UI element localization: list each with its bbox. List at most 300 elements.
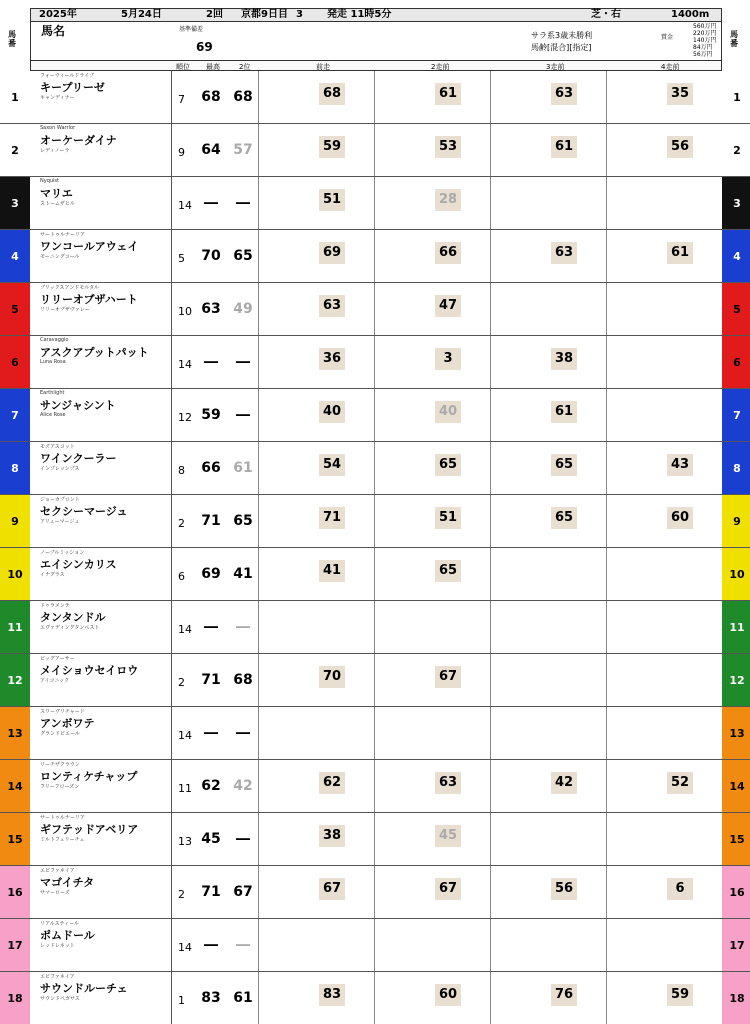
- rank-value: 7: [178, 93, 185, 106]
- past-run-score: 60: [667, 507, 693, 529]
- past-run-score: 83: [319, 984, 345, 1006]
- past-run-cell[interactable]: [490, 442, 606, 494]
- sire-name: ドゥラメンテ: [40, 603, 70, 609]
- second-score: ―: [236, 407, 250, 423]
- horse-number-right: 8: [722, 442, 750, 494]
- past-run-score: [667, 295, 693, 317]
- best-score: 70: [201, 248, 221, 264]
- past-run-cell[interactable]: [490, 283, 606, 335]
- past-run-score: [667, 348, 693, 370]
- horse-name[interactable]: エイシンカリス: [40, 558, 117, 571]
- past-run-cell[interactable]: [258, 760, 374, 812]
- past-run-cell[interactable]: [258, 71, 374, 123]
- past-run-score: 62: [319, 772, 345, 794]
- past-run-score: [667, 613, 693, 635]
- race-number: 3: [296, 9, 303, 20]
- track-type: 芝・右: [591, 9, 621, 20]
- race-distance: 1400m: [671, 9, 710, 20]
- horse-name[interactable]: ギフテッドアベリア: [40, 823, 139, 836]
- horse-name[interactable]: マゴイチタ: [40, 876, 95, 889]
- rank-value: 13: [178, 835, 192, 848]
- past-run-cell[interactable]: [374, 654, 490, 706]
- prev-header: 前走: [316, 63, 330, 71]
- past-run-score: [319, 613, 345, 635]
- past-run-cell[interactable]: [606, 71, 722, 123]
- sire-name: サートゥルナーリア: [40, 232, 85, 238]
- past-run-score: 69: [319, 242, 345, 264]
- past-run-score: 40: [435, 401, 461, 423]
- best-score: ―: [204, 195, 218, 211]
- past-run-score: 63: [435, 772, 461, 794]
- horse-name[interactable]: マリエ: [40, 187, 73, 200]
- past-run-cell[interactable]: [374, 442, 490, 494]
- past-run-cell[interactable]: [606, 336, 722, 388]
- horse-name[interactable]: オーケーダイナ: [40, 134, 117, 147]
- past-run-cell[interactable]: [490, 760, 606, 812]
- best-score: 45: [201, 831, 221, 847]
- sire-name: サートゥルナーリア: [40, 815, 85, 821]
- past-run-score: [667, 719, 693, 741]
- past-run-score: [435, 613, 461, 635]
- past-run-cell[interactable]: [258, 919, 374, 971]
- prize-2: 220万円: [693, 30, 717, 37]
- horse-number-left: 10: [0, 548, 30, 600]
- sire-name: ジョーカプロント: [40, 497, 80, 503]
- horse-name[interactable]: リリーオブザハート: [40, 293, 138, 306]
- best-score: 62: [201, 778, 221, 794]
- past-run-cell[interactable]: [606, 177, 722, 229]
- horse-number-left: 5: [0, 283, 30, 335]
- best-score: 59: [201, 407, 221, 423]
- horse-number-left: 2: [0, 124, 30, 176]
- past-run-cell[interactable]: [258, 866, 374, 918]
- past-run-cell[interactable]: [374, 177, 490, 229]
- past-run-score: 61: [551, 401, 577, 423]
- horse-row[interactable]: [0, 230, 750, 283]
- horse-name[interactable]: ロンティケチャップ: [40, 770, 138, 783]
- past-run-cell[interactable]: [606, 389, 722, 441]
- rank-value: 14: [178, 199, 192, 212]
- horse-number-right: 1: [722, 71, 750, 123]
- column-header-bar: [30, 60, 722, 71]
- horse-row[interactable]: [0, 866, 750, 919]
- horse-number-right: 13: [722, 707, 750, 759]
- past-run-cell[interactable]: [258, 283, 374, 335]
- dam-name: インプレッシブス: [40, 466, 80, 472]
- base-weight-label: 基準備差: [179, 26, 204, 33]
- dam-name: ミルトフェリーチェ: [40, 837, 85, 843]
- past-run-cell[interactable]: [258, 442, 374, 494]
- prev4-header: 4走前: [661, 63, 680, 71]
- past-runs: [258, 919, 722, 974]
- past-run-cell[interactable]: [258, 336, 374, 388]
- horse-number-left: 8: [0, 442, 30, 494]
- past-run-cell[interactable]: [374, 813, 490, 865]
- horse-number-right: 12: [722, 654, 750, 706]
- past-run-score: 61: [551, 136, 577, 158]
- horse-name-header: 馬名: [41, 24, 66, 38]
- dam-name: サウンドペガサス: [40, 996, 80, 1002]
- horse-number-left: 17: [0, 919, 30, 971]
- past-run-score: 40: [319, 401, 345, 423]
- past-runs: [258, 124, 722, 179]
- horse-row[interactable]: [0, 707, 750, 760]
- past-run-cell[interactable]: [606, 495, 722, 547]
- sire-name: Saxon Warrior: [40, 125, 76, 131]
- past-run-cell[interactable]: [374, 283, 490, 335]
- past-runs: [258, 972, 722, 1024]
- horse-row[interactable]: [0, 71, 750, 124]
- horse-name[interactable]: ワンコールアウェイ: [40, 240, 139, 253]
- past-run-cell[interactable]: [606, 919, 722, 971]
- past-run-cell[interactable]: [490, 495, 606, 547]
- past-run-score: [667, 189, 693, 211]
- past-run-cell[interactable]: [258, 389, 374, 441]
- past-run-score: [551, 613, 577, 635]
- dam-name: グランドピエール: [40, 731, 80, 737]
- past-run-cell[interactable]: [490, 707, 606, 759]
- past-run-cell[interactable]: [606, 442, 722, 494]
- second-score: 41: [233, 566, 253, 582]
- past-run-cell[interactable]: [374, 71, 490, 123]
- prize-4: 84万円: [693, 44, 713, 51]
- second-score: 61: [233, 460, 253, 476]
- rank-value: 9: [178, 146, 185, 159]
- horse-name[interactable]: セクシーマージュ: [40, 505, 128, 518]
- past-run-score: [551, 189, 577, 211]
- past-run-cell[interactable]: [606, 760, 722, 812]
- past-run-cell[interactable]: [490, 866, 606, 918]
- dam-name: フリーフローズン: [40, 784, 80, 790]
- past-run-score: 67: [435, 878, 461, 900]
- past-run-cell[interactable]: [374, 919, 490, 971]
- past-run-cell[interactable]: [606, 601, 722, 653]
- past-run-cell[interactable]: [374, 230, 490, 282]
- past-run-score: [551, 666, 577, 688]
- past-run-cell[interactable]: [258, 707, 374, 759]
- rank-value: 6: [178, 570, 185, 583]
- horse-name[interactable]: メイショウセイロウ: [40, 664, 139, 677]
- rank-value: 12: [178, 411, 192, 424]
- past-run-cell[interactable]: [374, 972, 490, 1024]
- past-run-cell[interactable]: [606, 866, 722, 918]
- second-score: 49: [233, 301, 253, 317]
- past-run-cell[interactable]: [374, 548, 490, 600]
- second-score: 68: [233, 89, 253, 105]
- horse-number-right: 2: [722, 124, 750, 176]
- base-weight-value: 69: [196, 40, 213, 54]
- race-year: 2025年: [39, 9, 77, 20]
- prize-3: 140万円: [693, 37, 717, 44]
- horse-number-left: 16: [0, 866, 30, 918]
- past-run-cell[interactable]: [374, 601, 490, 653]
- prev3-header: 3走前: [546, 63, 565, 71]
- second-score: 65: [233, 248, 253, 264]
- past-run-score: 3: [435, 348, 461, 370]
- horse-number-right: 4: [722, 230, 750, 282]
- past-run-score: 68: [319, 83, 345, 105]
- past-run-score: 47: [435, 295, 461, 317]
- horse-row[interactable]: [0, 124, 750, 177]
- dam-name: ストームザヒル: [40, 201, 75, 207]
- past-runs: [258, 283, 722, 338]
- race-condition: 馬齢[混合][指定]: [531, 43, 592, 52]
- race-header: [30, 8, 722, 22]
- past-run-score: [551, 295, 577, 317]
- horse-name[interactable]: タンタンドル: [40, 611, 106, 624]
- past-run-cell[interactable]: [258, 548, 374, 600]
- horse-row[interactable]: [0, 654, 750, 707]
- past-runs: [258, 177, 722, 232]
- dam-name: アリューマージュ: [40, 519, 80, 525]
- past-run-cell[interactable]: [606, 548, 722, 600]
- best-score: 63: [201, 301, 221, 317]
- horse-row[interactable]: [0, 601, 750, 654]
- past-run-score: 6: [667, 878, 693, 900]
- past-run-score: 53: [435, 136, 461, 158]
- prev2-header: 2走前: [431, 63, 450, 71]
- dam-name: Alice Rose: [40, 412, 66, 418]
- past-run-cell[interactable]: [490, 124, 606, 176]
- past-run-score: 42: [551, 772, 577, 794]
- past-run-cell[interactable]: [606, 124, 722, 176]
- past-run-score: 51: [435, 507, 461, 529]
- best-score: ―: [204, 354, 218, 370]
- past-run-cell[interactable]: [258, 230, 374, 282]
- second-score: 65: [233, 513, 253, 529]
- past-run-cell[interactable]: [490, 919, 606, 971]
- dam-name: リリーオブザヴァレー: [40, 307, 90, 313]
- past-runs: [258, 707, 722, 762]
- horse-name[interactable]: ポムドール: [40, 929, 95, 942]
- race-start-time: 発走 11時5分: [327, 9, 392, 20]
- race-date: 5月24日: [121, 9, 162, 20]
- second-score: 67: [233, 884, 253, 900]
- best-score: 83: [201, 990, 221, 1006]
- horse-row[interactable]: [0, 919, 750, 972]
- past-run-score: [551, 560, 577, 582]
- horse-name[interactable]: アスクアプットパット: [40, 346, 149, 359]
- horse-number-left: 7: [0, 389, 30, 441]
- horse-number-right: 16: [722, 866, 750, 918]
- rank-value: 14: [178, 729, 192, 742]
- rank-value: 8: [178, 464, 185, 477]
- rank-value: 14: [178, 623, 192, 636]
- past-run-cell[interactable]: [606, 283, 722, 335]
- horse-name[interactable]: アンボワテ: [40, 717, 95, 730]
- dam-name: Luna Rosa: [40, 359, 66, 365]
- past-run-score: 76: [551, 984, 577, 1006]
- past-run-score: 66: [435, 242, 461, 264]
- past-run-cell[interactable]: [606, 707, 722, 759]
- rank-value: 2: [178, 676, 185, 689]
- best-score: 69: [201, 566, 221, 582]
- horse-name[interactable]: ワインクーラー: [40, 452, 117, 465]
- past-run-score: 59: [319, 136, 345, 158]
- past-run-score: [667, 825, 693, 847]
- dam-name: レディノーラ: [40, 148, 70, 154]
- past-run-cell[interactable]: [606, 230, 722, 282]
- sire-name: エピファネイア: [40, 974, 75, 980]
- rank-value: 14: [178, 358, 192, 371]
- past-run-score: [667, 401, 693, 423]
- past-runs: [258, 389, 722, 444]
- past-run-score: 65: [551, 454, 577, 476]
- past-run-cell[interactable]: [490, 813, 606, 865]
- past-run-cell[interactable]: [490, 177, 606, 229]
- horse-number-right: 7: [722, 389, 750, 441]
- race-day: 京都9日目: [241, 9, 288, 20]
- past-run-cell[interactable]: [490, 71, 606, 123]
- past-runs: [258, 230, 722, 285]
- dam-name: イナグラス: [40, 572, 65, 578]
- past-run-cell[interactable]: [258, 124, 374, 176]
- second-score: 68: [233, 672, 253, 688]
- past-run-cell[interactable]: [490, 654, 606, 706]
- dam-name: サマーローズ: [40, 890, 70, 896]
- past-run-score: 45: [435, 825, 461, 847]
- best-score: ―: [204, 937, 218, 953]
- sire-name: スワーヴリチャード: [40, 709, 85, 715]
- past-run-cell[interactable]: [258, 813, 374, 865]
- rank-value: 2: [178, 517, 185, 530]
- second-score: ―: [236, 195, 250, 211]
- past-runs: [258, 601, 722, 656]
- horse-row[interactable]: [0, 389, 750, 442]
- past-run-cell[interactable]: [374, 866, 490, 918]
- horse-number-left: 12: [0, 654, 30, 706]
- past-run-cell[interactable]: [490, 230, 606, 282]
- horse-name[interactable]: サンジャシント: [40, 399, 116, 412]
- past-run-cell[interactable]: [374, 336, 490, 388]
- past-run-score: 67: [435, 666, 461, 688]
- rank-value: 11: [178, 782, 192, 795]
- past-run-cell[interactable]: [374, 495, 490, 547]
- past-run-score: 35: [667, 83, 693, 105]
- second-score: ―: [236, 354, 250, 370]
- rank-value: 14: [178, 941, 192, 954]
- sire-name: ブリックスアンドモルタル: [40, 285, 100, 291]
- horse-number-right: 3: [722, 177, 750, 229]
- second-score: 42: [233, 778, 253, 794]
- rank-value: 1: [178, 994, 185, 1007]
- past-run-cell[interactable]: [258, 177, 374, 229]
- past-runs: [258, 813, 722, 868]
- horse-number-left: 9: [0, 495, 30, 547]
- past-run-score: [667, 931, 693, 953]
- horse-row[interactable]: [0, 813, 750, 866]
- past-run-score: 38: [319, 825, 345, 847]
- past-runs: [258, 866, 722, 921]
- horse-row[interactable]: [0, 548, 750, 601]
- horse-number-right: 9: [722, 495, 750, 547]
- second-score: ―: [236, 619, 250, 635]
- horse-row[interactable]: [0, 177, 750, 230]
- sire-name: リアルスティール: [40, 921, 80, 927]
- horse-number-left: 11: [0, 601, 30, 653]
- past-run-cell[interactable]: [258, 654, 374, 706]
- horse-number-right: 10: [722, 548, 750, 600]
- past-runs: [258, 654, 722, 709]
- horse-number-right: 15: [722, 813, 750, 865]
- past-run-cell[interactable]: [490, 601, 606, 653]
- horse-number-left: 3: [0, 177, 30, 229]
- horse-row[interactable]: [0, 972, 750, 1024]
- past-run-score: [319, 719, 345, 741]
- past-run-score: 63: [551, 242, 577, 264]
- horse-row[interactable]: [0, 283, 750, 336]
- past-run-cell[interactable]: [374, 760, 490, 812]
- past-runs: [258, 548, 722, 603]
- past-run-score: 71: [319, 507, 345, 529]
- best-score: 68: [201, 89, 221, 105]
- past-run-score: [319, 931, 345, 953]
- past-run-cell[interactable]: [490, 389, 606, 441]
- second-score: ―: [236, 725, 250, 741]
- horse-row[interactable]: [0, 442, 750, 495]
- horse-number-left: 6: [0, 336, 30, 388]
- past-run-score: 38: [551, 348, 577, 370]
- horse-row[interactable]: [0, 760, 750, 813]
- horse-row[interactable]: [0, 495, 750, 548]
- horse-number-left: 1: [0, 71, 30, 123]
- past-run-score: 41: [319, 560, 345, 582]
- past-run-cell[interactable]: [490, 548, 606, 600]
- past-run-cell[interactable]: [374, 124, 490, 176]
- sire-name: Earthlight: [40, 390, 65, 396]
- past-run-cell[interactable]: [374, 707, 490, 759]
- horse-name[interactable]: キープリーゼ: [40, 81, 105, 94]
- past-run-score: 65: [435, 560, 461, 582]
- past-run-cell[interactable]: [490, 972, 606, 1024]
- past-runs: [258, 336, 722, 391]
- best-score: ―: [204, 725, 218, 741]
- past-run-cell[interactable]: [258, 972, 374, 1024]
- past-run-cell[interactable]: [258, 495, 374, 547]
- second-score: ―: [236, 831, 250, 847]
- past-run-score: 65: [435, 454, 461, 476]
- best-score: 71: [201, 672, 221, 688]
- past-run-score: [435, 931, 461, 953]
- past-run-cell[interactable]: [490, 336, 606, 388]
- sire-name: Nyquist: [40, 178, 59, 184]
- dam-name: モーニングコール: [40, 254, 80, 260]
- past-run-score: [667, 560, 693, 582]
- past-run-score: [551, 931, 577, 953]
- horse-no-header-left: 馬番: [8, 30, 16, 48]
- past-run-score: [551, 719, 577, 741]
- past-run-cell[interactable]: [258, 601, 374, 653]
- past-run-score: 60: [435, 984, 461, 1006]
- past-run-score: 43: [667, 454, 693, 476]
- past-run-cell[interactable]: [606, 654, 722, 706]
- past-run-score: 67: [319, 878, 345, 900]
- rank-header: 順位: [176, 63, 190, 71]
- prize-label: 賞金: [661, 34, 674, 41]
- past-run-cell[interactable]: [606, 972, 722, 1024]
- horse-name[interactable]: サウンドルーチェ: [40, 982, 128, 995]
- past-run-cell[interactable]: [374, 389, 490, 441]
- dam-name: キャンディナー: [40, 95, 75, 101]
- past-runs: [258, 442, 722, 497]
- sire-name: リーチザクラウン: [40, 762, 80, 768]
- past-run-score: 61: [435, 83, 461, 105]
- horse-number-left: 14: [0, 760, 30, 812]
- best-score: 71: [201, 513, 221, 529]
- past-run-score: [435, 719, 461, 741]
- horse-row[interactable]: [0, 336, 750, 389]
- past-run-cell[interactable]: [606, 813, 722, 865]
